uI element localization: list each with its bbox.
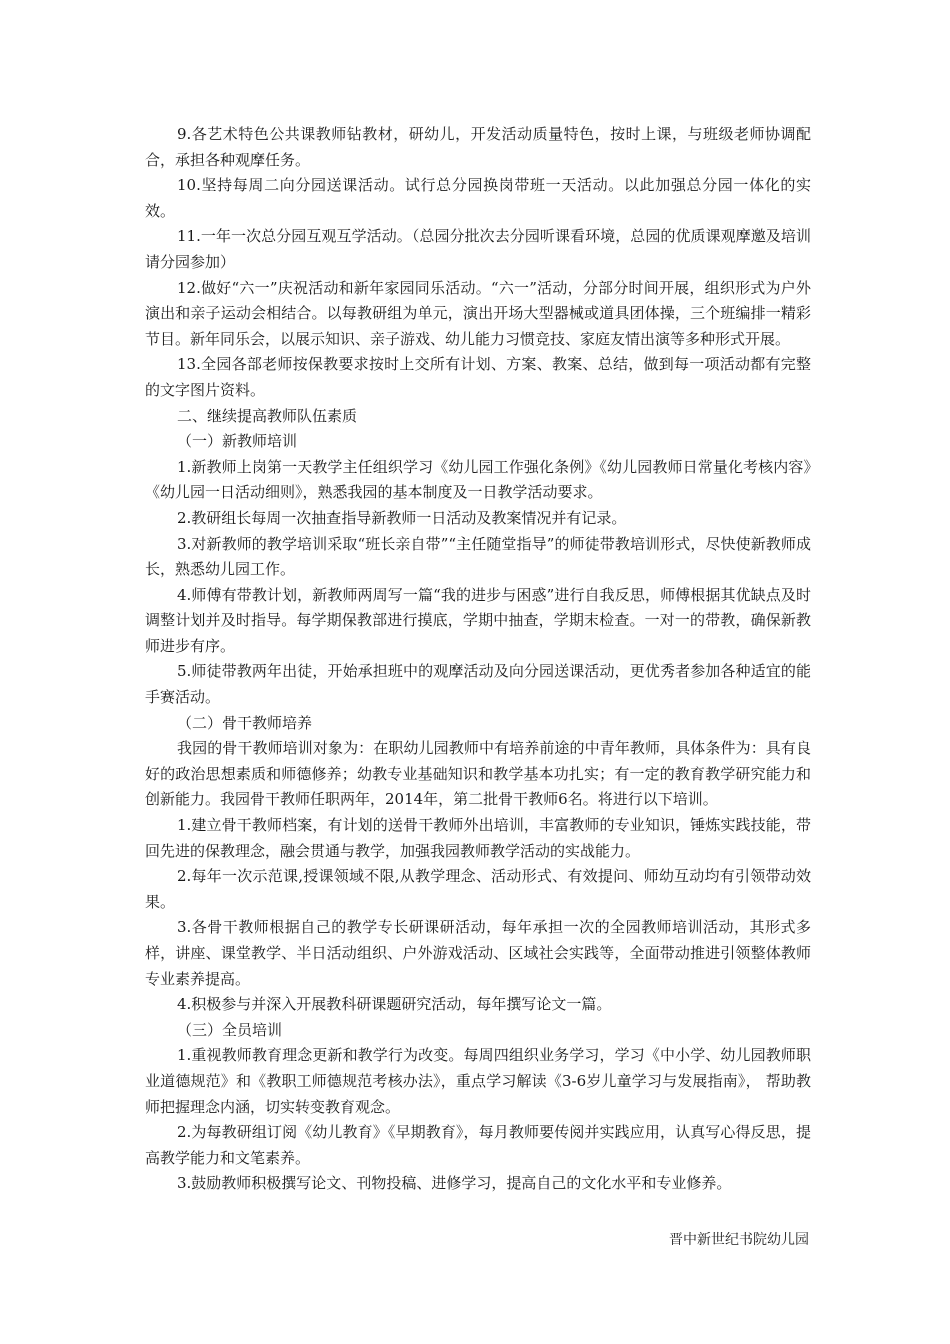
page-footer: 晋中新世纪书院幼儿园 <box>669 1232 809 1248</box>
paragraph: 二、继续提高教师队伍素质 <box>177 406 358 425</box>
document-body <box>145 122 811 1197</box>
paragraph: 4.积极参与并深入开展教科研课题研究活动，每年撰写论文一篇。 <box>177 995 612 1014</box>
paragraph: 5.师徒带教两年出徒，开始承担班中的观摩活动及向分园送课活动，更优秀者参加各种适宜的能手赛活动。 <box>145 662 811 707</box>
paragraph: （三）全员培训 <box>177 1020 283 1039</box>
paragraph: 2.为每教研组订阅《幼儿教育》《早期教育》，每月教师要传阅并实践应用，认真写心得反思，提高教学能力和文笔素养。 <box>145 1123 811 1167</box>
paragraph: 1.新教师上岗第一天教学主任组织学习《幼儿园工作强化条例》《幼儿园教师日常量化考核内容》《幼儿园一日活动细则》，熟悉我园的基本制度及一日教学活动要求。 <box>145 457 811 502</box>
paragraph: 4.师傅有带教计划，新教师两周写一篇“我的进步与困惑”进行自我反思，师傅根据其优缺点及时调整计划并及时指导。每学期保教部进行摸底，学期中抽查，学期末检查。一对一的带教，确保新教师进步有序。 <box>145 585 811 655</box>
paragraph: 我园的骨干教师培训对象为：在职幼儿园教师中有培养前途的中青年教师，具体条件为：具有良好的政治思想素质和师德修养；幼教专业基础知识和教学基本功扎实；有一定的教育教学研究能力和创新能力。我园骨干教师任职两年，2014年，第二批骨干教师6名。将进行以下培训。 <box>145 739 811 809</box>
paragraph: （二）骨干教师培养 <box>177 713 313 732</box>
paragraph: 2.教研组长每周一次抽查指导新教师一日活动及教案情况并有记录。 <box>177 508 627 527</box>
paragraph: 13.全园各部老师按保教要求按时上交所有计划、方案、教案、总结，做到每一项活动都有完整的文字图片资料。 <box>145 355 811 399</box>
paragraph: 9.各艺术特色公共课教师钻教材，研幼儿，开发活动质量特色，按时上课，与班级老师协调配合，承担各种观摩任务。 <box>145 125 811 169</box>
paragraph: 3.各骨干教师根据自己的教学专长研课研活动，每年承担一次的全园教师培训活动，其形式多样，讲座、课堂教学、半日活动组织、户外游戏活动、区域社会实践等，全面带动推进引领整体教师专业素养提高。 <box>145 918 811 988</box>
paragraph: 3.对新教师的教学培训采取“班长亲自带”“主任随堂指导”的师徒带教培训形式，尽快使新教师成长，熟悉幼儿园工作。 <box>145 534 811 579</box>
paragraph: 12.做好“六一”庆祝活动和新年家园同乐活动。“六一”活动，分部分时间开展，组织形式为户外演出和亲子运动会相结合。以每教研组为单元，演出开场大型器械或道具团体操，三个班编排一精彩节目。新年同乐会，以展示知识、亲子游戏、幼儿能力习惯竞技、家庭友情出演等多种形式开展。 <box>145 278 811 348</box>
paragraph: 3.鼓励教师积极撰写论文、刊物投稿、进修学习，提高自己的文化水平和专业修养。 <box>177 1174 732 1193</box>
paragraph: （一）新教师培训 <box>177 432 298 451</box>
paragraph: 10.坚持每周二向分园送课活动。试行总分园换岗带班一天活动。以此加强总分园一体化的实效。 <box>145 176 811 220</box>
paragraph: 1.重视教师教育理念更新和教学行为改变。每周四组织业务学习，学习《中小学、幼儿园教师职业道德规范》和《教职工师德规范考核办法》，重点学习解读《3-6岁儿童学习与发展指南》， 帮助教师把握理念内涵，切实转变教育观念。 <box>145 1046 811 1116</box>
paragraph: 1.建立骨干教师档案，有计划的送骨干教师外出培训，丰富教师的专业知识，锤炼实践技能，带回先进的保教理念，融会贯通与教学，加强我园教师教学活动的实战能力。 <box>145 816 811 860</box>
paragraph: 11.一年一次总分园互观互学活动。（总园分批次去分园听课看环境，总园的优质课观摩邀及培训请分园参加） <box>145 227 811 271</box>
paragraph: 2.每年一次示范课,授课领域不限,从教学理念、活动形式、有效提问、师幼互动均有引领带动效果。 <box>145 867 811 911</box>
